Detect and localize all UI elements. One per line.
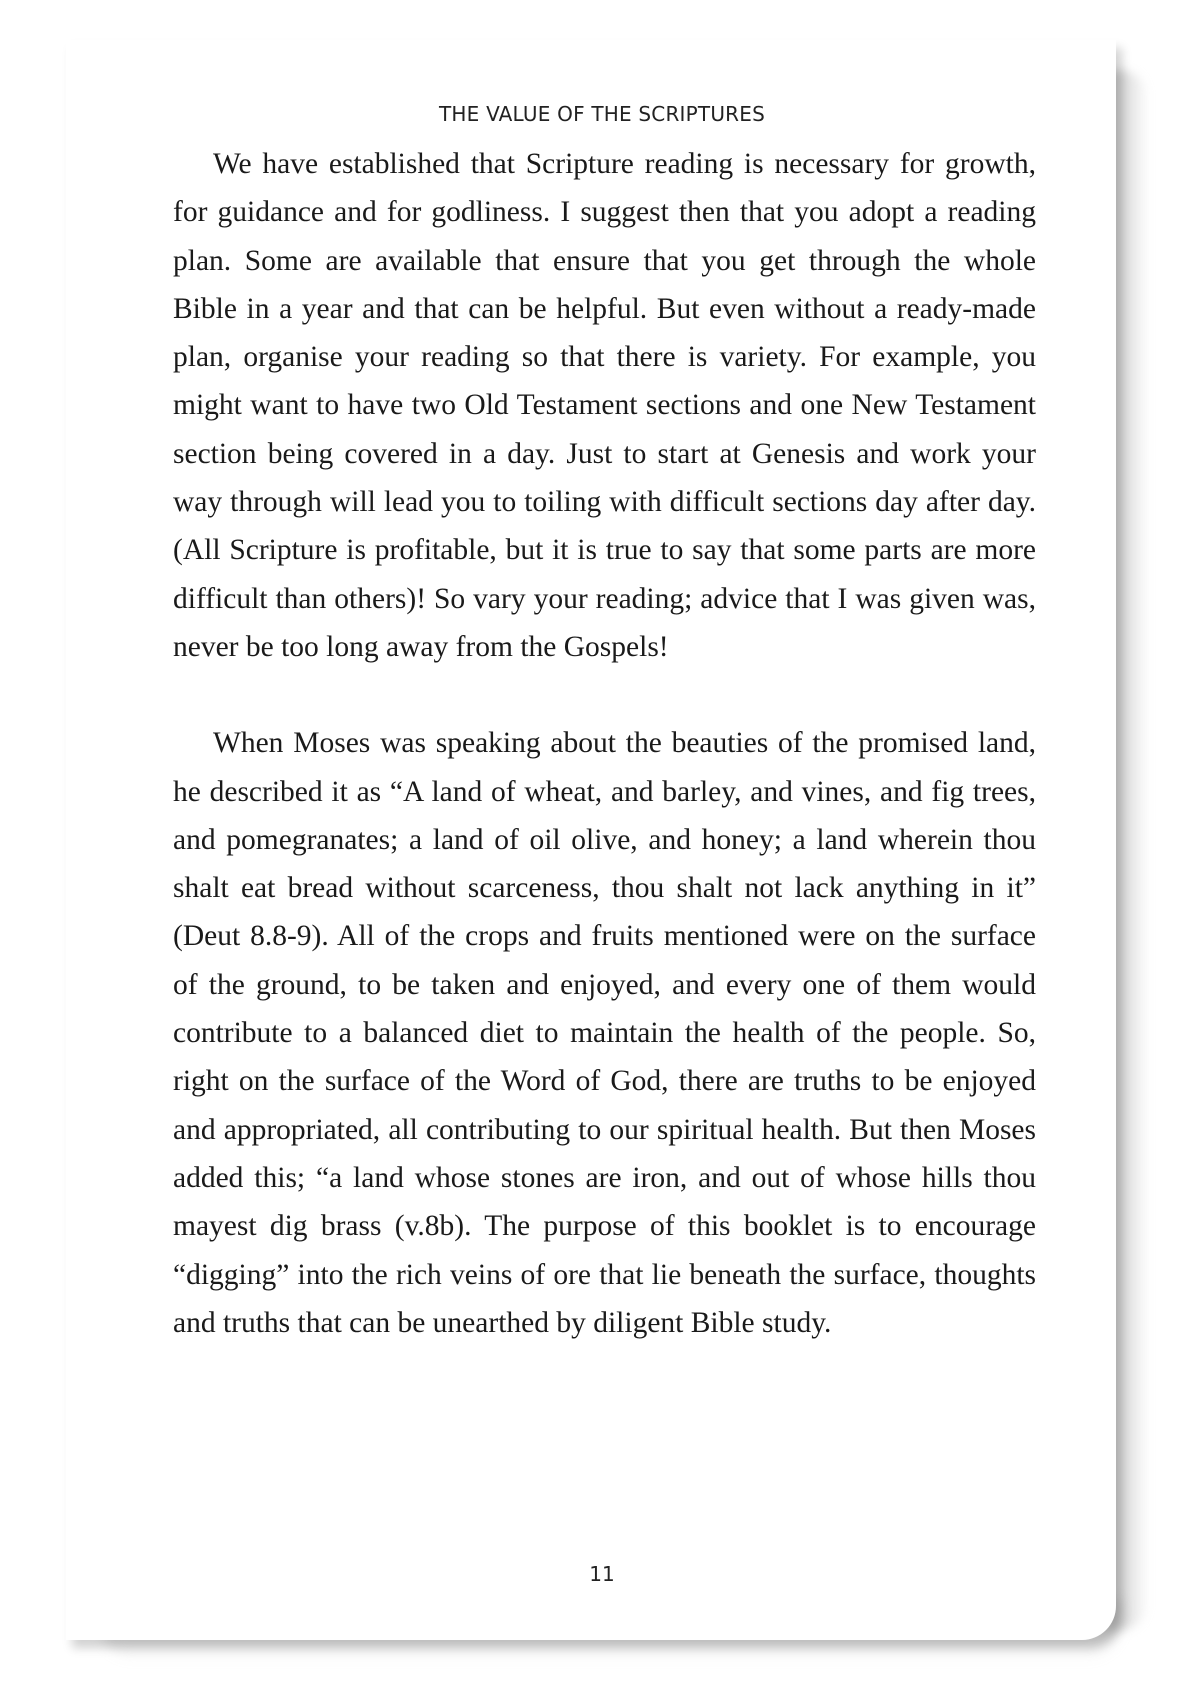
body-text [173,140,1036,1347]
paragraph-reading-plan: We have established that Scripture reading is necessary for growth, for guidance and for godliness. I suggest then that you adopt a reading plan. Some are available that ensure that you get through the whole Bible in a year and that can be helpful. But even without a ready-made plan, organise your reading so that there is variety. For example, you might want to have two Old Testament sections and one New Testament section being covered in a day. Just to start at Genesis and work your way through will lead you to toiling with difficult sections day after day. (All Scripture is profitable, but it is true to say that some parts are more difficult than others)! So vary your reading; advice that I was given was, never be too long away from the Gospels! [173,148,1036,663]
paragraph-promised-land: When Moses was speaking about the beauties of the promised land, he described it as “A land of wheat, and barley, and vines, and fig trees, and pomegranates; a land of oil olive, and honey; a land wherein thou shalt eat bread without scarceness, thou shalt not lack anything in it” (Deut 8.8-9). All of the crops and fruits mentioned were on the surface of the ground, to be taken and enjoyed, and every one of them would contribute to a balanced diet to maintain the health of the people. So, right on the surface of the Word of God, there are truths to be enjoyed and appropriated, all contributing to our spiritual health. But then Moses added this; “a land whose stones are iron, and out of whose hills thou mayest dig brass (v.8b). The purpose of this booklet is to encourage “digging” into the rich veins of ore that lie beneath the surface, thoughts and truths that can be unearthed by diligent Bible study. [173,727,1036,1339]
page-number: 11 [589,1562,615,1586]
running-header: THE VALUE OF THE SCRIPTURES [439,102,765,126]
book-page [66,40,1116,1640]
